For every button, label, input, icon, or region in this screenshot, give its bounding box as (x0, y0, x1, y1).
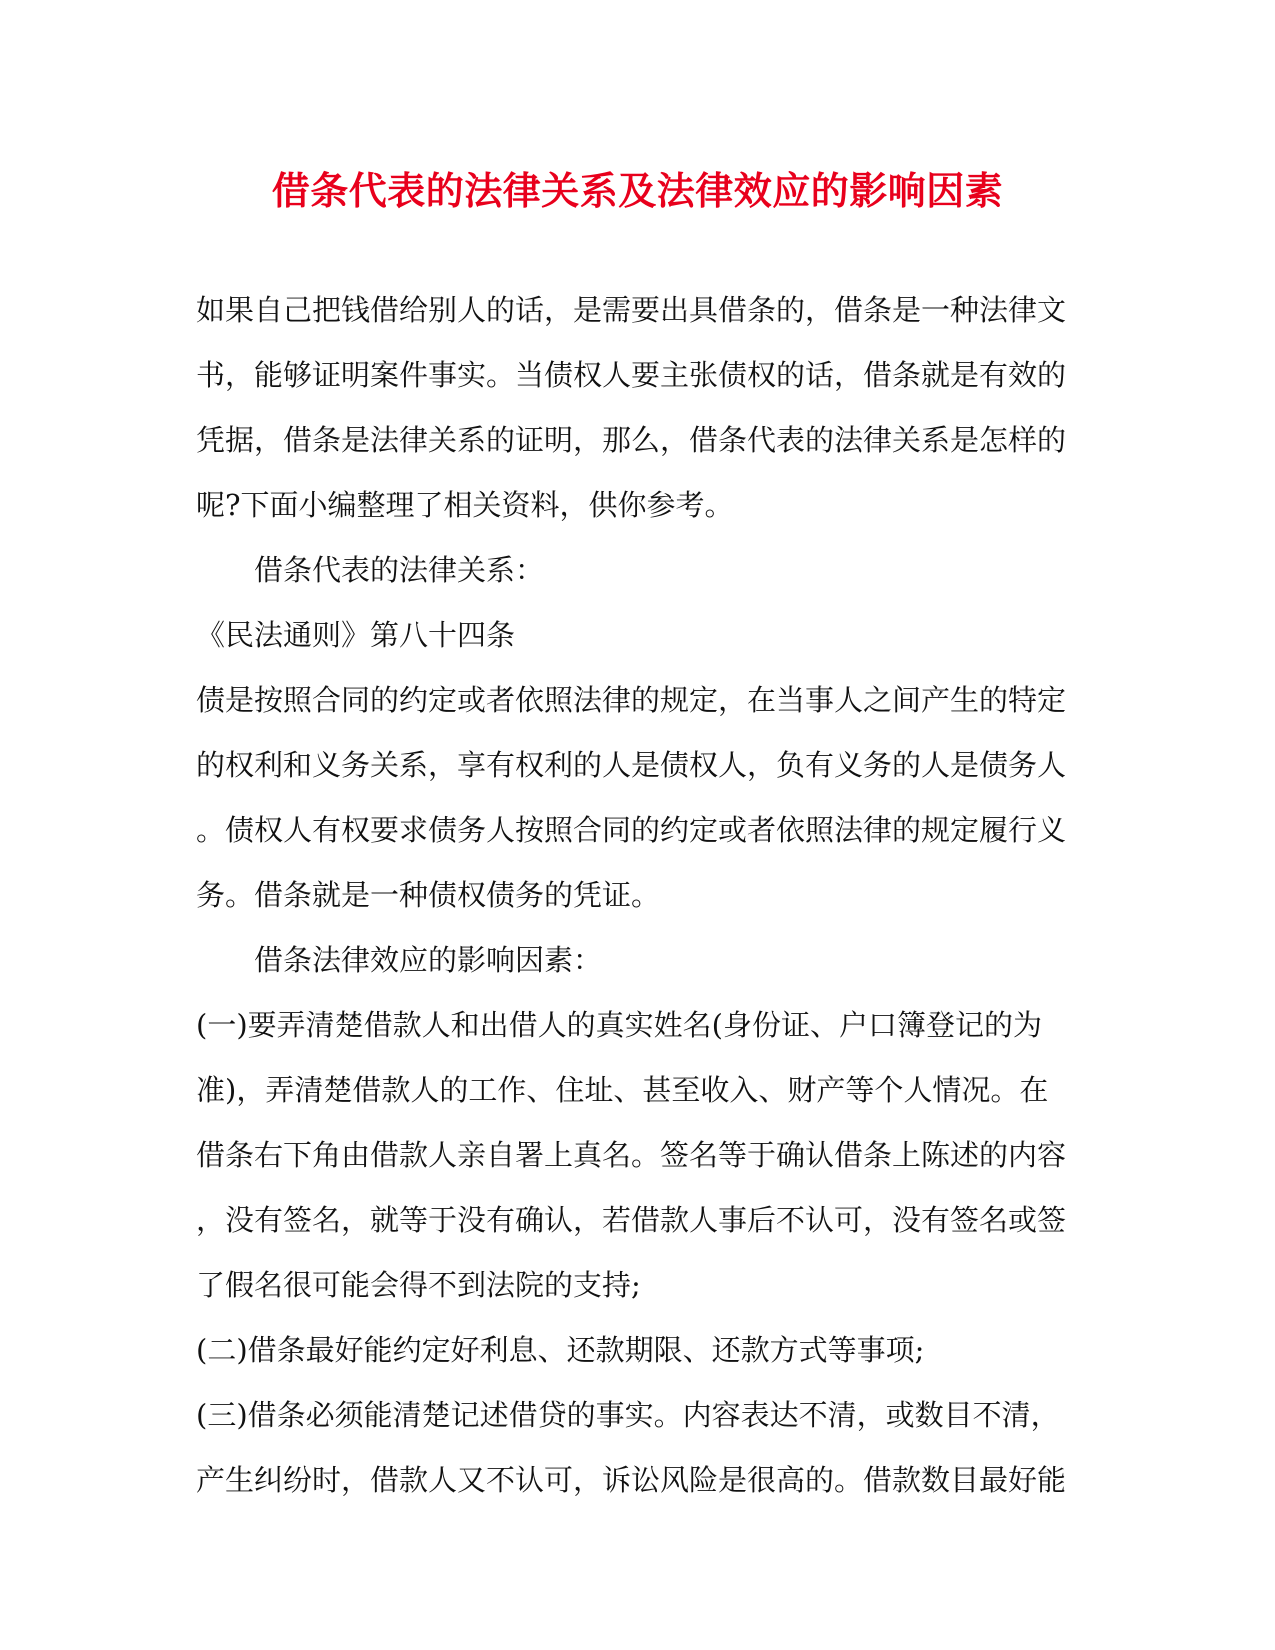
document-title: 借条代表的法律关系及法律效应的影响因素 (271, 168, 1004, 213)
text-line: 债是按照合同的约定或者依照法律的规定，在当事人之间产生的特定 (196, 683, 1067, 717)
text-line: 凭据，借条是法律关系的证明，那么，借条代表的法律关系是怎样的 (196, 423, 1067, 457)
text-line: (二)借条最好能约定好利息、还款期限、还款方式等事项; (196, 1333, 925, 1367)
text-line: 书，能够证明案件事实。当债权人要主张债权的话，借条就是有效的 (196, 358, 1067, 392)
text-line: 借条右下角由借款人亲自署上真名。签名等于确认借条上陈述的内容 (196, 1138, 1067, 1172)
text-line: (三)借条必须能清楚记述借贷的事实。内容表达不清，或数目不清， (196, 1398, 1060, 1432)
text-line: 借条代表的法律关系： (254, 553, 545, 587)
text-line: 如果自己把钱借给别人的话，是需要出具借条的，借条是一种法律文 (196, 293, 1067, 327)
text-line: 准)，弄清楚借款人的工作、住址、甚至收入、财产等个人情况。在 (196, 1073, 1049, 1107)
text-line: ，没有签名，就等于没有确认，若借款人事后不认可，没有签名或签 (196, 1203, 1067, 1237)
text-line: 。债权人有权要求债务人按照合同的约定或者依照法律的规定履行义 (196, 813, 1067, 847)
text-line: 产生纠纷时，借款人又不认可，诉讼风险是很高的。借款数目最好能 (196, 1463, 1067, 1497)
text-line: (一)要弄清楚借款人和出借人的真实姓名(身份证、户口簿登记的为 (196, 1008, 1042, 1042)
document-body (196, 278, 1074, 1513)
text-line: 务。借条就是一种债权债务的凭证。 (196, 878, 661, 912)
text-line: 呢?下面小编整理了相关资料，供你参考。 (196, 488, 734, 522)
text-line: 的权利和义务关系，享有权利的人是债权人，负有义务的人是债务人 (196, 748, 1067, 782)
text-line: 借条法律效应的影响因素： (254, 943, 603, 977)
text-line: 了假名很可能会得不到法院的支持; (196, 1268, 641, 1302)
text-line: 《民法通则》第八十四条 (196, 618, 516, 652)
